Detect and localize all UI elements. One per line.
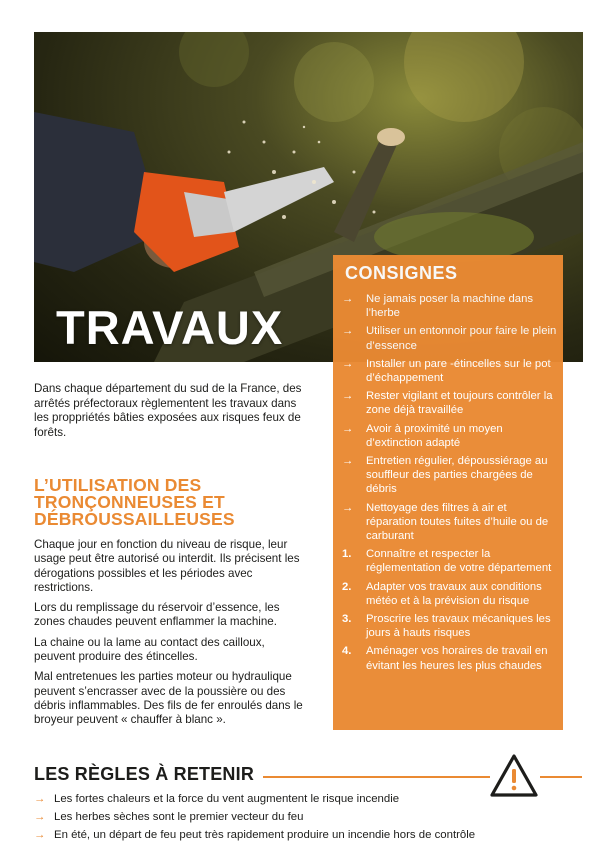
consigne-text: Ne jamais poser la machine dans l’herbe bbox=[366, 293, 534, 320]
rule-text: Les fortes chaleurs et la force du vent augmentent le risque incendie bbox=[54, 793, 400, 805]
consigne-text: Entretien régulier, dépoussiérage au souffleur des parties chargées de débris bbox=[366, 455, 548, 496]
rule-item bbox=[34, 828, 475, 842]
section-title: L’UTILISATION DES TRONÇONNEUSES ET DÉBROUSSAILLEUSES bbox=[34, 475, 235, 529]
consigne-item bbox=[342, 547, 560, 575]
rules-divider-end bbox=[540, 776, 582, 778]
arrow-icon: → bbox=[34, 811, 46, 823]
consigne-item bbox=[342, 501, 560, 544]
consigne-text: Utiliser un entonnoir pour faire le plein d’essence bbox=[366, 325, 557, 352]
arrow-icon: → bbox=[342, 357, 354, 370]
rule-item bbox=[34, 810, 475, 824]
intro-text: Dans chaque département du sud de la France, des arrêtés préfectoraux règlementent les travaux dans les proppriétés bâties exposées aux risques feux de forêts. bbox=[34, 382, 302, 439]
consignes-list bbox=[342, 292, 560, 677]
paragraph: Mal entretenues les parties moteur ou hydraulique peuvent s’encrasser avec de la poussière ou des débris inflammables. Des fils de fer enroulés dans le broyeur peuvent « chauffer à blanc ». bbox=[34, 670, 303, 727]
consignes-title: CONSIGNES bbox=[345, 263, 458, 283]
arrow-icon: → bbox=[342, 422, 354, 435]
consigne-item bbox=[342, 389, 560, 417]
rule-item bbox=[34, 792, 475, 806]
consigne-item bbox=[342, 612, 560, 640]
consigne-item bbox=[342, 324, 560, 352]
arrow-icon: → bbox=[342, 455, 354, 468]
consigne-item bbox=[342, 422, 560, 450]
rule-text: En été, un départ de feu peut très rapidement produire un incendie hors de contrôle bbox=[54, 829, 476, 841]
consigne-item bbox=[342, 580, 560, 608]
consigne-item bbox=[342, 454, 560, 497]
paragraph: La chaine ou la lame au contact des cailloux, peuvent produire des étincelles. bbox=[34, 635, 265, 664]
arrow-icon: → bbox=[342, 325, 354, 338]
consigne-text: Avoir à proximité un moyen d’extinction adapté bbox=[366, 422, 503, 449]
warning-triangle-icon bbox=[489, 753, 539, 799]
consigne-item bbox=[342, 292, 560, 320]
consignes-box bbox=[333, 255, 563, 730]
consigne-text: Adapter vos travaux aux conditions météo et à la prévision du risque bbox=[366, 580, 542, 607]
list-number: 2. bbox=[342, 580, 352, 593]
list-number: 1. bbox=[342, 548, 352, 561]
list-number: 3. bbox=[342, 613, 352, 626]
rule-text: Les herbes sèches sont le premier vecteur du feu bbox=[54, 811, 304, 823]
arrow-icon: → bbox=[342, 293, 354, 305]
consigne-text: Connaître et respecter la réglementation de votre département bbox=[366, 548, 552, 575]
arrow-icon: → bbox=[342, 390, 354, 403]
consigne-text: Proscrire les travaux mécaniques les jours à hauts risques bbox=[366, 613, 551, 640]
consigne-text: Rester vigilant et toujours contrôler la zone déjà travaillée bbox=[366, 390, 553, 417]
consigne-item bbox=[342, 357, 560, 385]
arrow-icon: → bbox=[342, 501, 354, 514]
rules-divider bbox=[263, 776, 490, 778]
rules-title: LES RÈGLES À RETENIR bbox=[34, 764, 255, 784]
arrow-icon: → bbox=[34, 829, 46, 841]
consigne-text: Aménager vos horaires de travail en évitant les heures les plus chaudes bbox=[366, 645, 548, 672]
paragraph: Lors du remplissage du réservoir d’essence, les zones chaudes peuvent enflammer la machine. bbox=[34, 601, 280, 629]
arrow-icon: → bbox=[34, 793, 46, 805]
section-body bbox=[34, 538, 306, 734]
paragraph: Chaque jour en fonction du niveau de risque, leur usage peut être autorisé ou interdit. Ils précisent les dérogations possibles et les périodes avec restrictions. bbox=[34, 538, 300, 594]
consigne-item bbox=[342, 644, 560, 672]
rules-list bbox=[34, 792, 475, 846]
consigne-text: Installer un pare -étincelles sur le pot d’échappement bbox=[366, 357, 551, 385]
list-number: 4. bbox=[342, 645, 352, 658]
hero-title: TRAVAUX bbox=[56, 301, 284, 354]
consigne-text: Nettoyage des filtres à air et réparation toutes fuites d’huile ou de carburant bbox=[366, 501, 549, 543]
